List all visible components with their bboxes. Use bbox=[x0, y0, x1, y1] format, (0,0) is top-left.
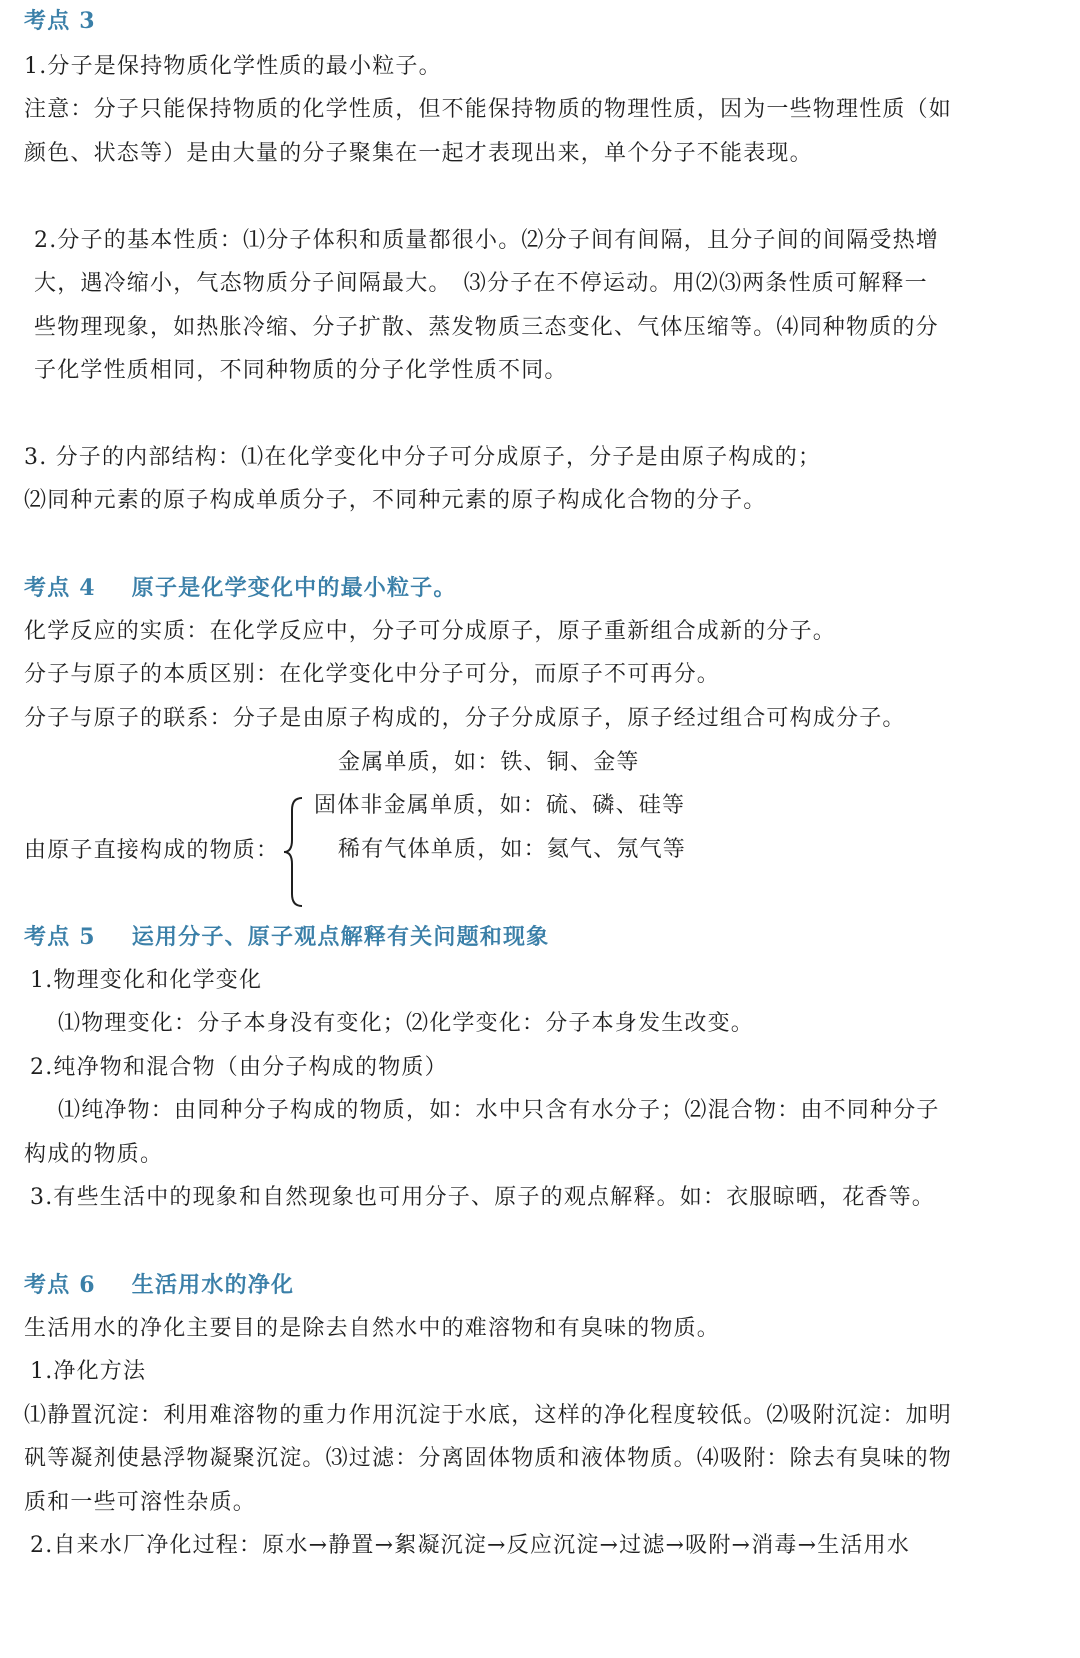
s3-line-7: 子化学性质相同，不同种物质的分子化学性质不同。 bbox=[34, 358, 568, 383]
section-5-title: 运用分子、原子观点解释有关问题和现象 bbox=[131, 924, 550, 950]
s4-line-2: 分子与原子的本质区别：在化学变化中分子可分，而原子不可再分。 bbox=[24, 662, 721, 687]
section-3-heading: 考点 3 bbox=[24, 8, 96, 34]
s5-line-4: ⑴纯净物：由同种分子构成的物质，如：水中只含有水分子；⑵混合物：由不同种分子 bbox=[58, 1098, 940, 1123]
section-6-title: 生活用水的净化 bbox=[131, 1272, 295, 1298]
section-4-title: 原子是化学变化中的最小粒子。 bbox=[131, 575, 457, 601]
curly-brace-icon bbox=[282, 796, 304, 908]
s4-line-3: 分子与原子的联系：分子是由原子构成的，分子分成原子，原子经过组合可构成分子。 bbox=[24, 706, 906, 731]
s3-line-3: 颜色、状态等）是由大量的分子聚集在一起才表现出来，单个分子不能表现。 bbox=[24, 141, 813, 166]
s3-line-4: 2.分子的基本性质：⑴分子体积和质量都很小。⑵分子间有间隔，且分子间的间隔受热增 bbox=[34, 228, 939, 253]
s3-line-1: 1.分子是保持物质化学性质的最小粒子。 bbox=[24, 54, 442, 79]
section-6-number: 考点 6 bbox=[24, 1272, 96, 1298]
section-5-number: 考点 5 bbox=[24, 924, 96, 950]
s6-line-1: 生活用水的净化主要目的是除去自然水中的难溶物和有臭味的物质。 bbox=[24, 1316, 721, 1341]
s6-line-3: ⑴静置沉淀：利用难溶物的重力作用沉淀于水底，这样的净化程度较低。⑵吸附沉淀：加明 bbox=[24, 1403, 953, 1428]
s6-line-2: 1.净化方法 bbox=[30, 1359, 147, 1384]
s3-line-2: 注意：分子只能保持物质的化学性质，但不能保持物质的物理性质，因为一些物理性质（如 bbox=[24, 97, 953, 122]
s5-line-1: 1.物理变化和化学变化 bbox=[30, 968, 263, 993]
s5-line-5: 构成的物质。 bbox=[24, 1142, 164, 1167]
s4-line-1: 化学反应的实质：在化学反应中，分子可分成原子，原子重新组合成新的分子。 bbox=[24, 619, 837, 644]
section-6-heading bbox=[24, 1270, 1040, 1300]
s3-line-8: 3. 分子的内部结构：⑴在化学变化中分子可分成原子，分子是由原子构成的； bbox=[24, 445, 822, 470]
brace-item-nonmetal: 固体非金属单质，如：硫、磷、硅等 bbox=[314, 793, 686, 818]
section-4-number: 考点 4 bbox=[24, 575, 96, 601]
s3-line-9: ⑵同种元素的原子构成单质分子，不同种元素的原子构成化合物的分子。 bbox=[24, 488, 767, 513]
brace-label: 由原子直接构成的物质： bbox=[24, 838, 280, 863]
s6-line-5: 质和一些可溶性杂质。 bbox=[24, 1490, 257, 1515]
brace-item-noble-gas: 稀有气体单质，如：氦气、氖气等 bbox=[338, 837, 687, 862]
s3-line-6: 些物理现象，如热胀冷缩、分子扩散、蒸发物质三态变化、气体压缩等。⑷同种物质的分 bbox=[34, 315, 939, 340]
s6-line-4: 矾等凝剂使悬浮物凝聚沉淀。⑶过滤：分离固体物质和液体物质。⑷吸附：除去有臭味的物 bbox=[24, 1446, 953, 1471]
s5-line-6: 3.有些生活中的现象和自然现象也可用分子、原子的观点解释。如：衣服晾晒，花香等。 bbox=[30, 1185, 935, 1210]
brace-item-metal: 金属单质，如：铁、铜、金等 bbox=[338, 750, 640, 775]
s3-line-5: 大，遇冷缩小，气态物质分子间隔最大。 ⑶分子在不停运动。用⑵⑶两条性质可解释一 bbox=[34, 271, 928, 296]
section-4-heading bbox=[24, 573, 1040, 603]
s6-line-6: 2.自来水厂净化过程：原水→静置→絮凝沉淀→反应沉淀→过滤→吸附→消毒→生活用水 bbox=[30, 1533, 911, 1558]
section-5-heading bbox=[24, 922, 1040, 952]
s5-line-2: ⑴物理变化：分子本身没有变化；⑵化学变化：分子本身发生改变。 bbox=[58, 1011, 755, 1036]
s5-line-3: 2.纯净物和混合物（由分子构成的物质） bbox=[30, 1055, 448, 1080]
